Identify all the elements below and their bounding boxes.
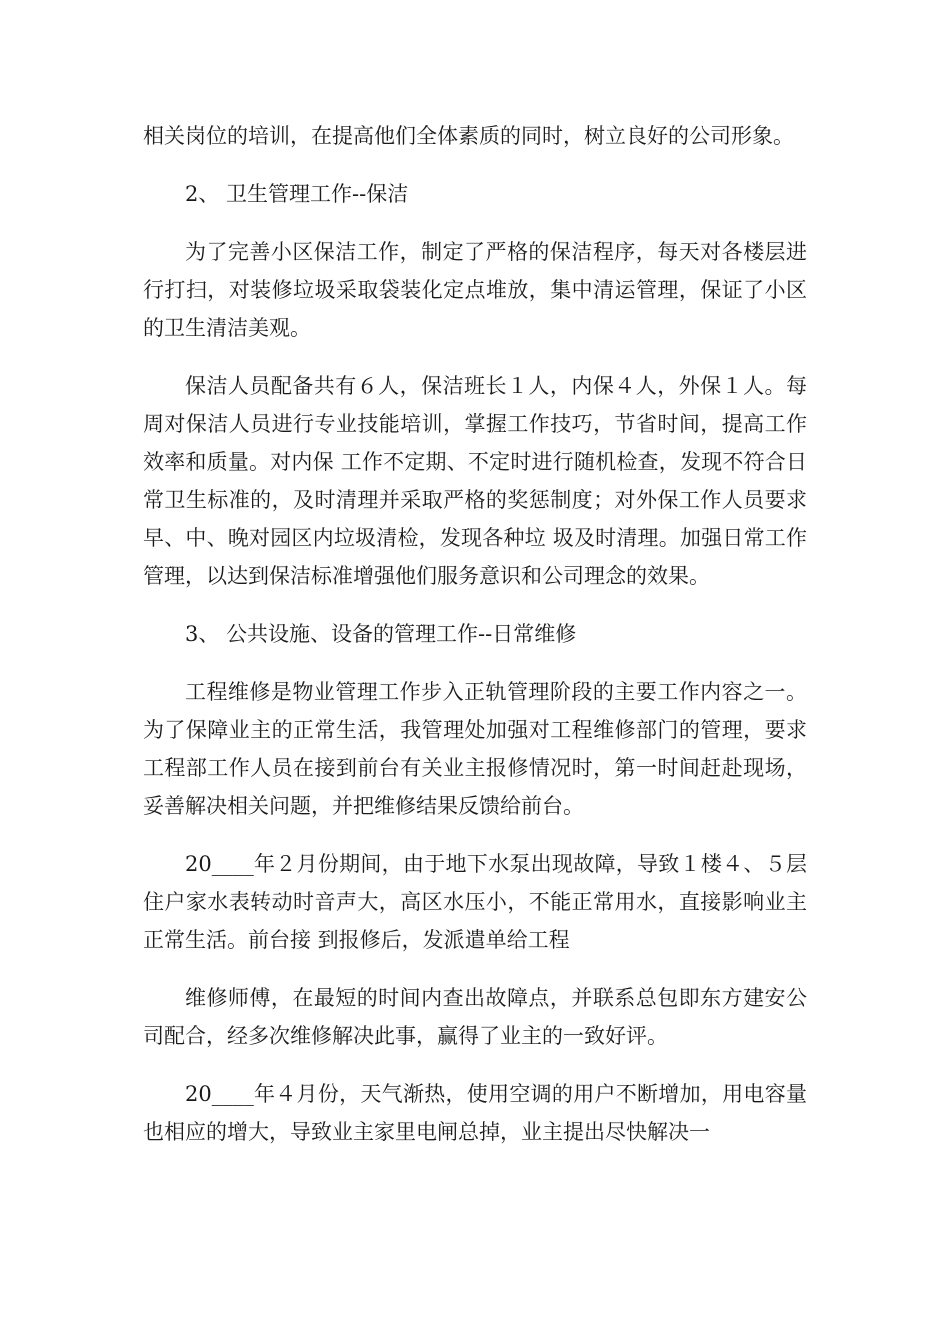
paragraph-cleaning-program: 为了完善小区保洁工作，制定了严格的保洁程序，每天对各楼层进行打扫，对装修垃圾采取袋装化定点堆放，集中清运管理，保证了小区的卫生清洁美观。 [143,240,807,340]
paragraph-engineering-maintenance: 工程维修是物业管理工作步入正轨管理阶段的主要工作内容之一。为了保障业主的正常生活，我管理处加强对工程维修部门的管理，要求工程部工作人员在接到前台有关业主报修情况时，第一时间赶赴现场，妥善解决相关问题，并把维修结果反馈给前台。 [143,680,807,818]
section-heading-maintenance: 3、 公共设施、设备的管理工作--日常维修 [185,622,577,646]
paragraph-april-electricity: 20____年４月份，天气渐热，使用空调的用户不断增加，用电容量也相应的增大，导致业主家里电闸总掉，业主提出尽快解决一 [143,1082,807,1144]
paragraph-cleaning-staff: 保洁人员配备共有６人，保洁班长１人，内保４人，外保１人。每周对保洁人员进行专业技能培训，掌握工作技巧，节省时间，提高工作效率和质量。对内保 工作不定期、不定时进行随机检查，发现不符合日常卫生标准的，及时清理并采取严格的奖惩制度；对外保工作人员要求早、中、晚对园区内垃圾清检，发现各种垃 圾及时清理。加强日常工作管理，以达到保洁标准增强他们服务意识和公司理念的效果。 [143,374,807,588]
paragraph-training-continuation: 相关岗位的培训，在提高他们全体素质的同时，树立良好的公司形象。 [143,124,794,148]
paragraph-repair-result: 维修师傅，在最短的时间内查出故障点，并联系总包即东方建安公司配合，经多次维修解决此事，赢得了业主的一致好评。 [143,986,807,1048]
section-heading-sanitation: 2、 卫生管理工作--保洁 [185,182,409,206]
document-body [143,117,807,1151]
paragraph-february-pump: 20____年２月份期间，由于地下水泵出现故障，导致１楼４、５层住户家水表转动时音声大，高区水压小，不能正常用水，直接影响业主正常生活。前台接 到报修后，发派遣单给工程 [143,852,807,952]
